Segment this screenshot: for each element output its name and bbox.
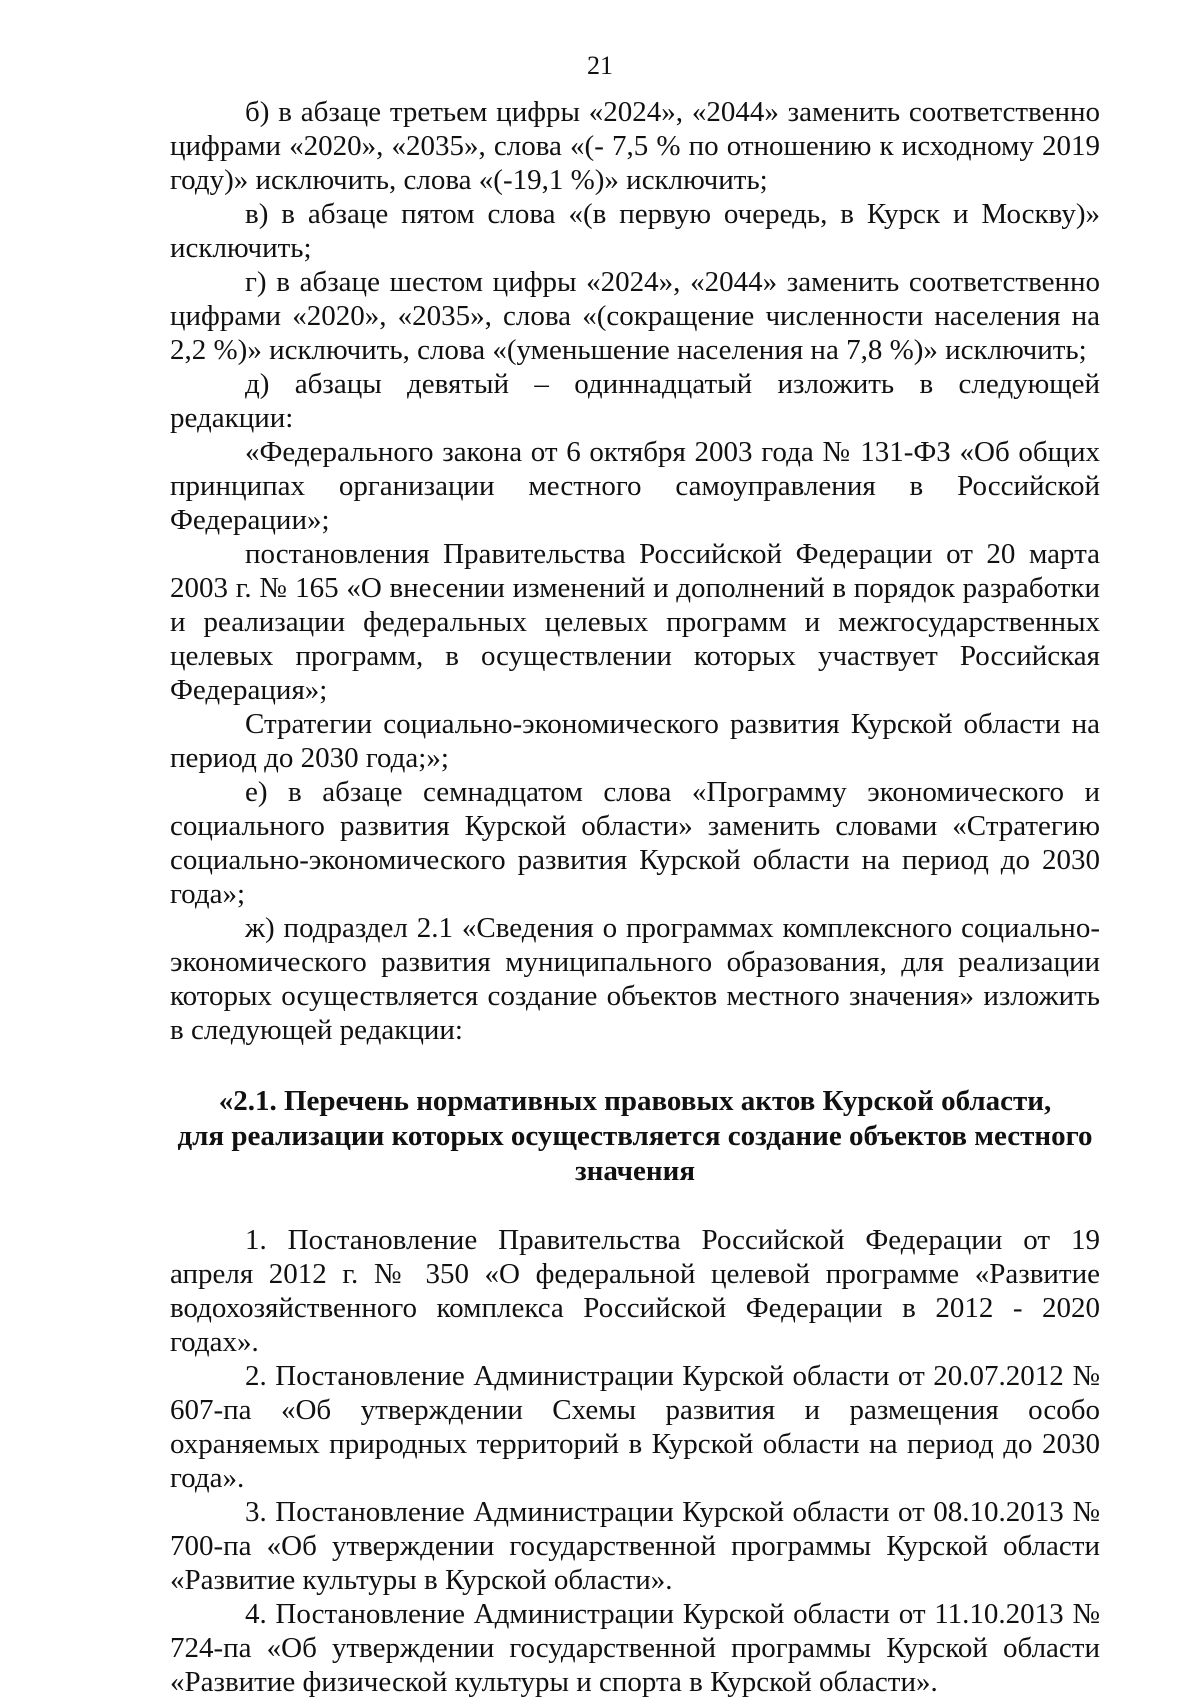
- paragraph-e: е) в абзаце семнадцатом слова «Программу экономического и социального развития Курской области» заменить словами «Стратегию социально-экономического развития Курской области на период до 2030 года»;: [170, 776, 1100, 910]
- section-heading-line: «2.1. Перечень нормативных правовых актов Курской области,: [218, 1085, 1052, 1117]
- paragraph-v: в) в абзаце пятом слова «(в первую очередь, в Курск и Москву)» исключить;: [170, 198, 1100, 264]
- paragraph-government-decree: постановления Правительства Российской Федерации от 20 марта 2003 г. № 165 «О внесении изменений и дополнений в порядок разработки и реализации федеральных целевых программ и межгосударственных целевых программ, в осуществлении которых участвует Российская Федерация»;: [170, 538, 1100, 706]
- page-number: 21: [587, 51, 613, 80]
- paragraph-zh: ж) подраздел 2.1 «Сведения о программах комплексного социально-экономического развития муниципального образования, для реализации которых осуществляется создание объектов местного значения» изложить в следующей редакции:: [170, 912, 1100, 1046]
- list-item-3: 3. Постановление Администрации Курской области от 08.10.2013 № 700-па «Об утверждении государственной программы Курской области «Развитие культуры в Курской области».: [170, 1496, 1100, 1596]
- paragraph-strategy: Стратегии социально-экономического развития Курской области на период до 2030 года;»;: [170, 708, 1100, 774]
- section-heading-line: для реализации которых осуществляется создание объектов местного: [177, 1120, 1093, 1152]
- list-item-2: 2. Постановление Администрации Курской области от 20.07.2012 № 607-па «Об утверждении Схемы развития и размещения особо охраняемых природных территорий в Курской области на период до 2030 года».: [170, 1360, 1100, 1494]
- section-heading: [170, 1084, 1100, 1189]
- section-heading-line: значения: [574, 1155, 696, 1187]
- paragraph-b: б) в абзаце третьем цифры «2024», «2044» заменить соответственно цифрами «2020», «2035», слова «(- 7,5 % по отношению к исходному 2019 году)» исключить, слова «(-19,1 %)» исключить;: [170, 96, 1100, 196]
- document-body: [170, 95, 1100, 1699]
- paragraph-federal-law: «Федерального закона от 6 октября 2003 года № 131-ФЗ «Об общих принципах организации местного самоуправления в Российской Федерации»;: [170, 436, 1100, 536]
- list-item-4: 4. Постановление Администрации Курской области от 11.10.2013 № 724-па «Об утверждении государственной программы Курской области «Развитие физической культуры и спорта в Курской области».: [170, 1598, 1100, 1698]
- paragraph-g: г) в абзаце шестом цифры «2024», «2044» заменить соответственно цифрами «2020», «2035», слова «(сокращение численности населения на 2,2 %)» исключить, слова «(уменьшение населения на 7,8 %)» исключить;: [170, 266, 1100, 366]
- paragraph-d: д) абзацы девятый – одиннадцатый изложить в следующей редакции:: [170, 368, 1100, 434]
- list-item-1: 1. Постановление Правительства Российской Федерации от 19 апреля 2012 г. № 350 «О федеральной целевой программе «Развитие водохозяйственного комплекса Российской Федерации в 2012 - 2020 годах».: [170, 1224, 1100, 1358]
